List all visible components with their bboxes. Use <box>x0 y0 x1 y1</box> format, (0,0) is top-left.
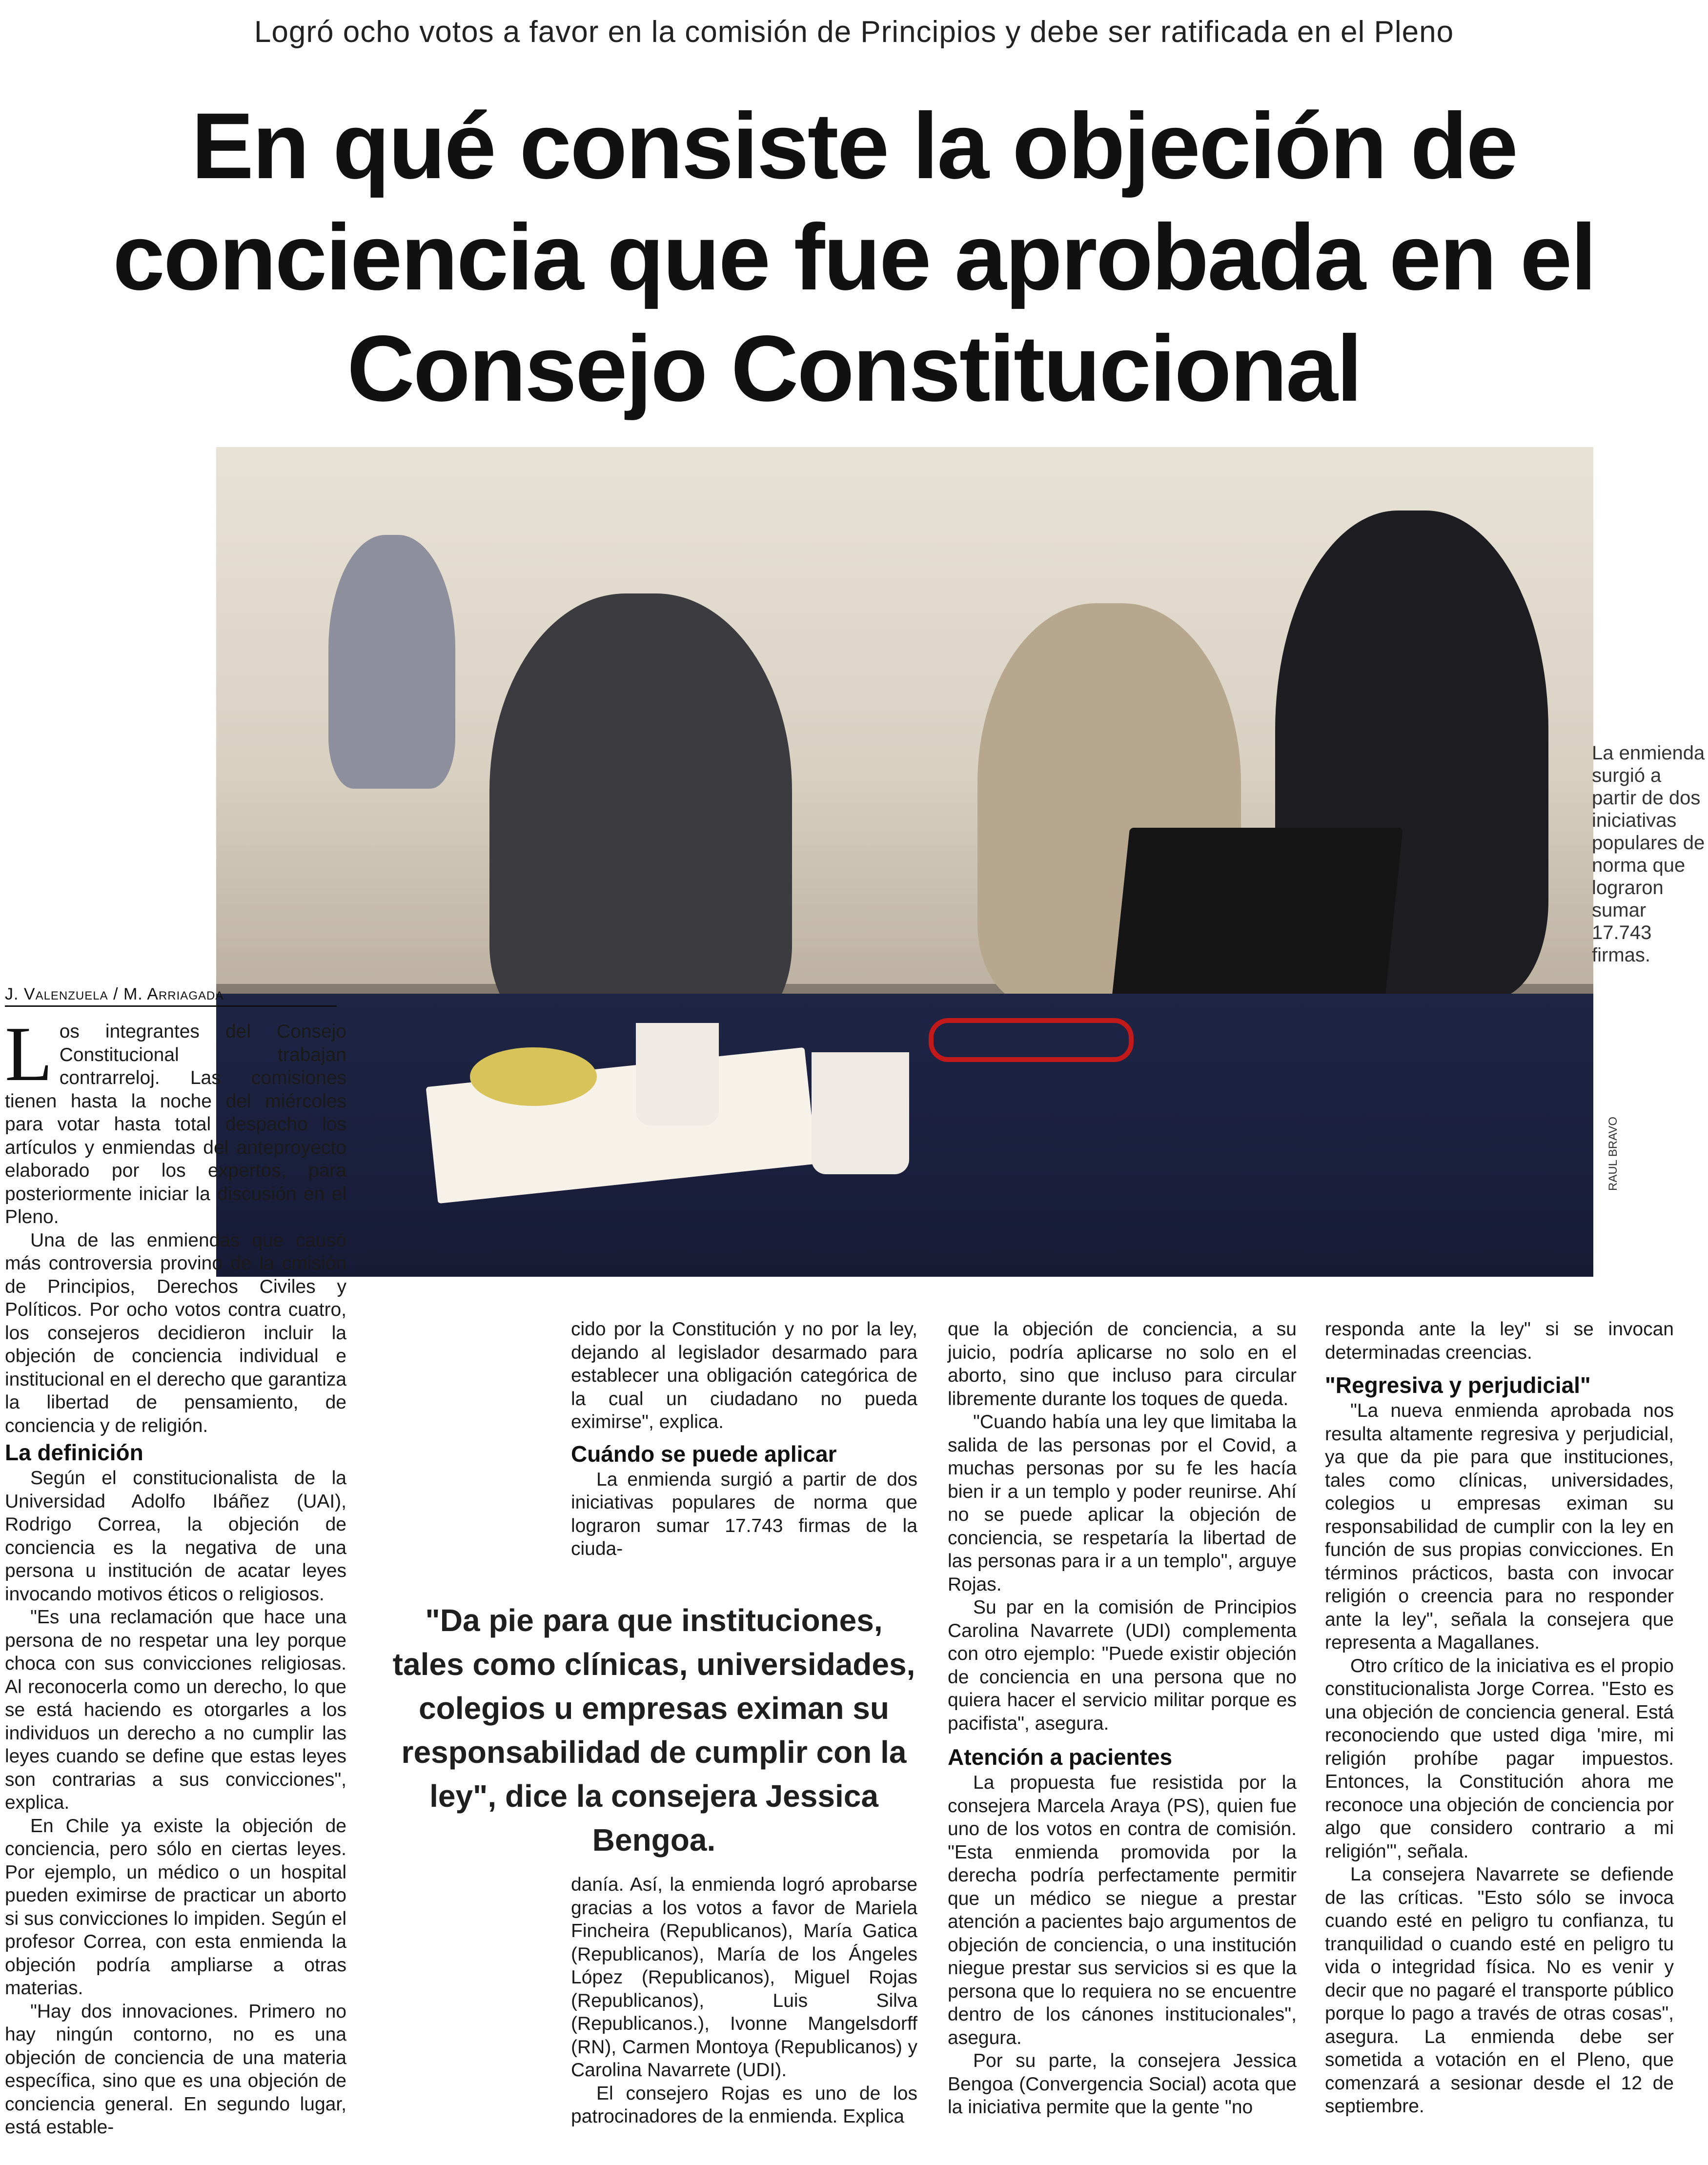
column-3 <box>948 1318 1297 2119</box>
paragraph: cido por la Constitución y no por la ley, dejando al legislador desarmado para establecer una obligación categórica de la cual un ciudadano no pueda eximirse", explica. <box>571 1319 917 1432</box>
section-heading: "Regresiva y perjudicial" <box>1325 1372 1591 1398</box>
paragraph: responda ante la ley" si se invocan determinadas creencias. <box>1325 1319 1674 1363</box>
paragraph: El consejero Rojas es uno de los patrocinadores de la enmienda. Explica <box>571 2083 917 2127</box>
photo-tape-roll <box>470 1047 597 1106</box>
paragraph: "Es una reclamación que hace una persona de no respetar una ley porque choca con sus convicciones religiosas. Al reconocerla como un derecho, lo que se está haciendo es otorgarles a los individuos un derecho a no cumplir las leyes cuando se define que estas leyes son contrarias a sus convicciones", explica. <box>5 1607 346 1813</box>
section-heading: Cuándo se puede aplicar <box>571 1441 837 1467</box>
paragraph: La consejera Navarrete se defiende de las críticas. "Esto sólo se invoca cuando esté en peligro tu confianza, tu tranquilidad o cuando esté en peligro tu vida o integridad física. No es venir y decir que no pagaré el transporte público porque lo pago a través de otras cosas", asegura. La enmienda debe ser sometida a votación en el Pleno, que comenzará a sesionar desde el 12 de septiembre. <box>1325 1864 1674 2117</box>
photo-glasses <box>929 1018 1134 1062</box>
byline-rule <box>5 1005 337 1007</box>
paragraph: En Chile ya existe la objeción de conciencia, pero sólo en ciertas leyes. Por ejemplo, un médico o un hospital pueden eximirse de practicar un aborto si sus convicciones lo impiden. Según el profesor Correa, con esta enmienda la objeción podría ampliarse a otras materias. <box>5 1815 346 1999</box>
section-heading: La definición <box>5 1440 143 1465</box>
kicker: Logró ocho votos a favor en la comisión de Principios y debe ser ratificada en el Pleno <box>254 15 1454 49</box>
photo-person-woman-gray <box>489 593 792 1033</box>
paragraph: Según el constitucionalista de la Universidad Adolfo Ibáñez (UAI), Rodrigo Correa, la objeción de conciencia es la negativa de una persona u institución de acatar leyes invocando motivos éticos o religiosos. <box>5 1468 346 1605</box>
headline: En qué consiste la objeción de conciencia que fue aprobada en el Consejo Constitucional <box>113 93 1595 421</box>
paragraph: danía. Así, la enmienda logró aprobarse gracias a los votos a favor de Mariela Fincheira (Republicanos), María Gatica (Republicanos), María de los Ángeles López (Republicanos), Miguel Rojas (Republicanos), Luis Silva (Republicanos.), Ivonne Mangelsdorff (RN), Carmen Montoya (Republicanos) y Carolina Navarrete (UDI). <box>571 1874 917 2081</box>
paragraph: Su par en la comisión de Principios Carolina Navarrete (UDI) complementa con otro ejemplo: "Puede existir objeción de conciencia en una persona que no quiera hacer el servicio militar porque es pacifista", asegura. <box>948 1597 1297 1734</box>
paragraph: "Hay dos innovaciones. Primero no hay ningún contorno, no es una objeción de conciencia de una materia específica, sino que es una objeción de conciencia general. En segundo lugar, está estable- <box>5 2001 346 2138</box>
paragraph: "La nueva enmienda aprobada nos resulta altamente regresiva y perjudicial, ya que da pie para que instituciones, tales como clínicas, universidades, colegios u empresas eximan su responsabilidad de cumplir con la ley en función de sus propias convicciones. En términos prácticos, basta con invocar religión o creencia para no responder ante la ley", señala la consejera que representa a Magallanes. <box>1325 1400 1674 1653</box>
paragraph: Una de las enmiendas que causó más controversia provino de la cmisión de Principios, Derechos Civiles y Políticos. Por ocho votos contra cuatro, los consejeros decidieron incluir la objeción de conciencia individual e institucional en el derecho que garantiza la libertad de pensamiento, de conciencia y de religión. <box>5 1229 346 1436</box>
photo-caption: La enmienda surgió a partir de dos iniciativas populares de norma que lograron sumar 17.743 firmas. <box>1592 742 1705 966</box>
column-1 <box>5 1010 346 2139</box>
paragraph: La propuesta fue resistida por la consejera Marcela Araya (PS), quien fue uno de los votos en contra de comisión. "Esta enmienda promovida por la derecha podría perfectamente permitir que un médico se niegue a prestar atención a pacientes bajo argumentos de objeción de conciencia, o una institución niegue prestar sus servicios si es que la persona que lo requiera no se encuentre dentro de los cánones institucionales", asegura. <box>948 1772 1297 2048</box>
pull-quote: "Da pie para que instituciones, tales como clínicas, universidades, colegios u empresas eximan su responsabilidad de cumplir con la ley", dice la consejera Jessica Bengoa. <box>392 1603 915 1858</box>
photo-cup-2 <box>812 1052 909 1174</box>
column-4 <box>1325 1318 1674 2118</box>
column-2-bottom <box>571 1873 917 2128</box>
paragraph <box>5 1010 346 1229</box>
paragraph: Otro crítico de la iniciativa es el propio constitucionalista Jorge Correa. "Esto es una objeción de conciencia general. Está reconociendo que usted diga 'mire, mi religión prohíbe pagar impuestos. Entonces, la Constitución ahora me reconoce una objeción de conciencia por algo que considero contrario a mi religión'", señala. <box>1325 1655 1674 1862</box>
dropcap: L <box>5 1010 53 1097</box>
photo-cup-1 <box>636 1023 719 1125</box>
photo-person-back <box>328 535 455 789</box>
byline: J. Valenzuela / M. Arriagada <box>5 985 224 1003</box>
column-2-top <box>571 1318 917 1561</box>
paragraph-text: os integrantes del Consejo Constitucional trabajan contrarreloj. Las comisiones tienen hasta la noche del miércoles para votar hasta total despacho los artículos y enmiendas del anteproyecto elaborado por los expertos, para posteriormente iniciar la discusión en el Pleno. <box>5 1021 346 1227</box>
paragraph: que la objeción de conciencia, a su juicio, podría aplicarse no solo en el aborto, sino que incluso para circular libremente durante los toques de queda. <box>948 1319 1297 1409</box>
section-heading: Atención a pacientes <box>948 1744 1173 1770</box>
paragraph: "Cuando había una ley que limitaba la salida de las personas por el Covid, a muchas personas por su fe les hacía bien ir a un templo y poder reunirse. Ahí no se puede aplicar la objeción de conciencia, se respetaría la libertad de las personas para ir a un templo", arguye Rojas. <box>948 1411 1297 1595</box>
paragraph: Por su parte, la consejera Jessica Bengoa (Convergencia Social) acota que la iniciativa permite que la gente "no <box>948 2050 1297 2118</box>
photo-credit: RAUL BRAVO <box>1606 1116 1620 1191</box>
article-photo <box>216 447 1593 1277</box>
paragraph: La enmienda surgió a partir de dos iniciativas populares de norma que lograron sumar 17.743 firmas de la ciuda- <box>571 1469 917 1559</box>
